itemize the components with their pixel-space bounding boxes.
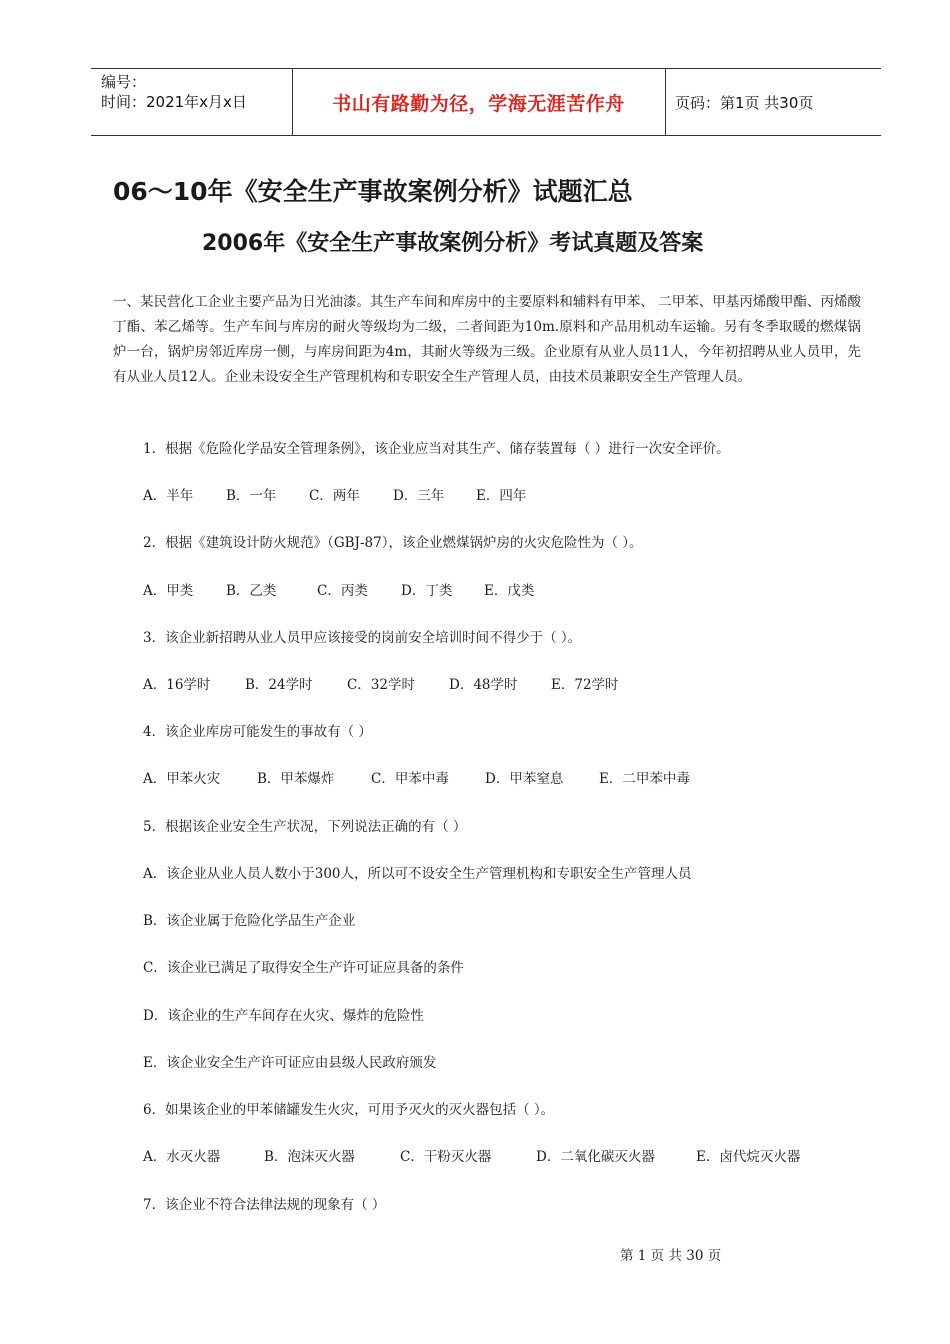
document-subtitle: 2006年《安全生产事故案例分析》考试真题及答案 bbox=[202, 231, 704, 256]
case-description: 一、某民营化工企业主要产品为日光油漆。其生产车间和库房中的主要原料和辅料有甲苯、 二甲苯、甲基丙烯酸甲酯、丙烯酸丁酯、苯乙烯等。生产车间与库房的耐火等级均为二级，二者间距为10m.原料和产品用机动车运输。另有冬季取暖的燃煤锅炉一台，锅炉房邻近库房一侧，与库房间距为4m，其耐火等级为三级。企业原有从业人员11人，今年初招聘从业人员甲，先有从业人员12人。企业未设安全生产管理机构和专职安全生产管理人员，由技术员兼职安全生产管理人员。 bbox=[113, 294, 861, 385]
option: D．甲苯窒息 bbox=[485, 771, 564, 787]
question-2-options bbox=[143, 580, 534, 602]
question-1-options bbox=[143, 485, 526, 507]
option: A．甲苯火灾 bbox=[143, 771, 221, 787]
option: A．该企业从业人员人数小于300人，所以可不设安全生产管理机构和专职安全生产管理人员 bbox=[143, 866, 692, 882]
option: E．四年 bbox=[476, 488, 527, 504]
option: A．甲类 bbox=[143, 583, 194, 599]
option: E．卤代烷灭火器 bbox=[696, 1149, 801, 1165]
question-3-options bbox=[143, 674, 619, 696]
option: B．24学时 bbox=[245, 677, 313, 693]
option: A．16学时 bbox=[143, 677, 211, 693]
option: B．该企业属于危险化学品生产企业 bbox=[143, 913, 356, 929]
option: A．水灭火器 bbox=[143, 1149, 221, 1165]
option: B．甲苯爆炸 bbox=[257, 771, 335, 787]
option: E．二甲苯中毒 bbox=[599, 771, 690, 787]
header-divider bbox=[665, 69, 666, 135]
option: C．两年 bbox=[309, 488, 360, 504]
option: B．泡沫灭火器 bbox=[264, 1149, 355, 1165]
option: E．戊类 bbox=[484, 583, 535, 599]
option: E．72学时 bbox=[551, 677, 619, 693]
question-3: 3．该企业新招聘从业人员甲应该接受的岗前安全培训时间不得少于（ ）。 bbox=[143, 630, 582, 646]
option: D．二氧化碳灭火器 bbox=[536, 1149, 655, 1165]
option: C．干粉灭火器 bbox=[400, 1149, 492, 1165]
option: B．乙类 bbox=[226, 583, 277, 599]
question-5: 5．根据该企业安全生产状况，下列说法正确的有（ ） bbox=[143, 819, 467, 835]
option: D．该企业的生产车间存在火灾、爆炸的危险性 bbox=[143, 1008, 424, 1024]
question-4: 4．该企业库房可能发生的事故有（ ） bbox=[143, 724, 372, 740]
document-title: 06～10年《安全生产事故案例分析》试题汇总 bbox=[113, 177, 633, 206]
time-label: 时间：2021年x月x日 bbox=[101, 93, 247, 111]
question-7: 7．该企业不符合法律法规的现象有（ ） bbox=[143, 1197, 386, 1213]
option: C．该企业已满足了取得安全生产许可证应具备的条件 bbox=[143, 960, 464, 976]
option: B．一年 bbox=[226, 488, 277, 504]
code-label: 编号： bbox=[101, 73, 147, 91]
option: A．半年 bbox=[143, 488, 194, 504]
question-6: 6．如果该企业的甲苯储罐发生火灾，可用予灭火的灭火器包括（ ）。 bbox=[143, 1102, 555, 1118]
option: C．32学时 bbox=[347, 677, 416, 693]
option: C．丙类 bbox=[317, 583, 368, 599]
question-1: 1．根据《危险化学品安全管理条例》，该企业应当对其生产、储存装置每（ ）进行一次安全评价。 bbox=[143, 441, 730, 457]
header-meta bbox=[101, 72, 247, 112]
header-page-info: 页码：第1页 共30页 bbox=[675, 93, 814, 112]
option: D．丁类 bbox=[401, 583, 453, 599]
option: D．三年 bbox=[393, 488, 445, 504]
option: C．甲苯中毒 bbox=[371, 771, 449, 787]
page-header bbox=[91, 68, 881, 136]
header-motto: 书山有路勤为径，学海无涯苦作舟 bbox=[332, 92, 625, 115]
option: D．48学时 bbox=[449, 677, 518, 693]
page-footer: 第 1 页 共 30 页 bbox=[620, 1248, 722, 1264]
question-2: 2．根据《建筑设计防火规范》（GBJ-87），该企业燃煤锅炉房的火灾危险性为（ ）。 bbox=[143, 535, 643, 551]
question-6-options bbox=[143, 1146, 800, 1168]
option: E．该企业安全生产许可证应由县级人民政府颁发 bbox=[143, 1055, 437, 1071]
question-4-options bbox=[143, 768, 690, 790]
